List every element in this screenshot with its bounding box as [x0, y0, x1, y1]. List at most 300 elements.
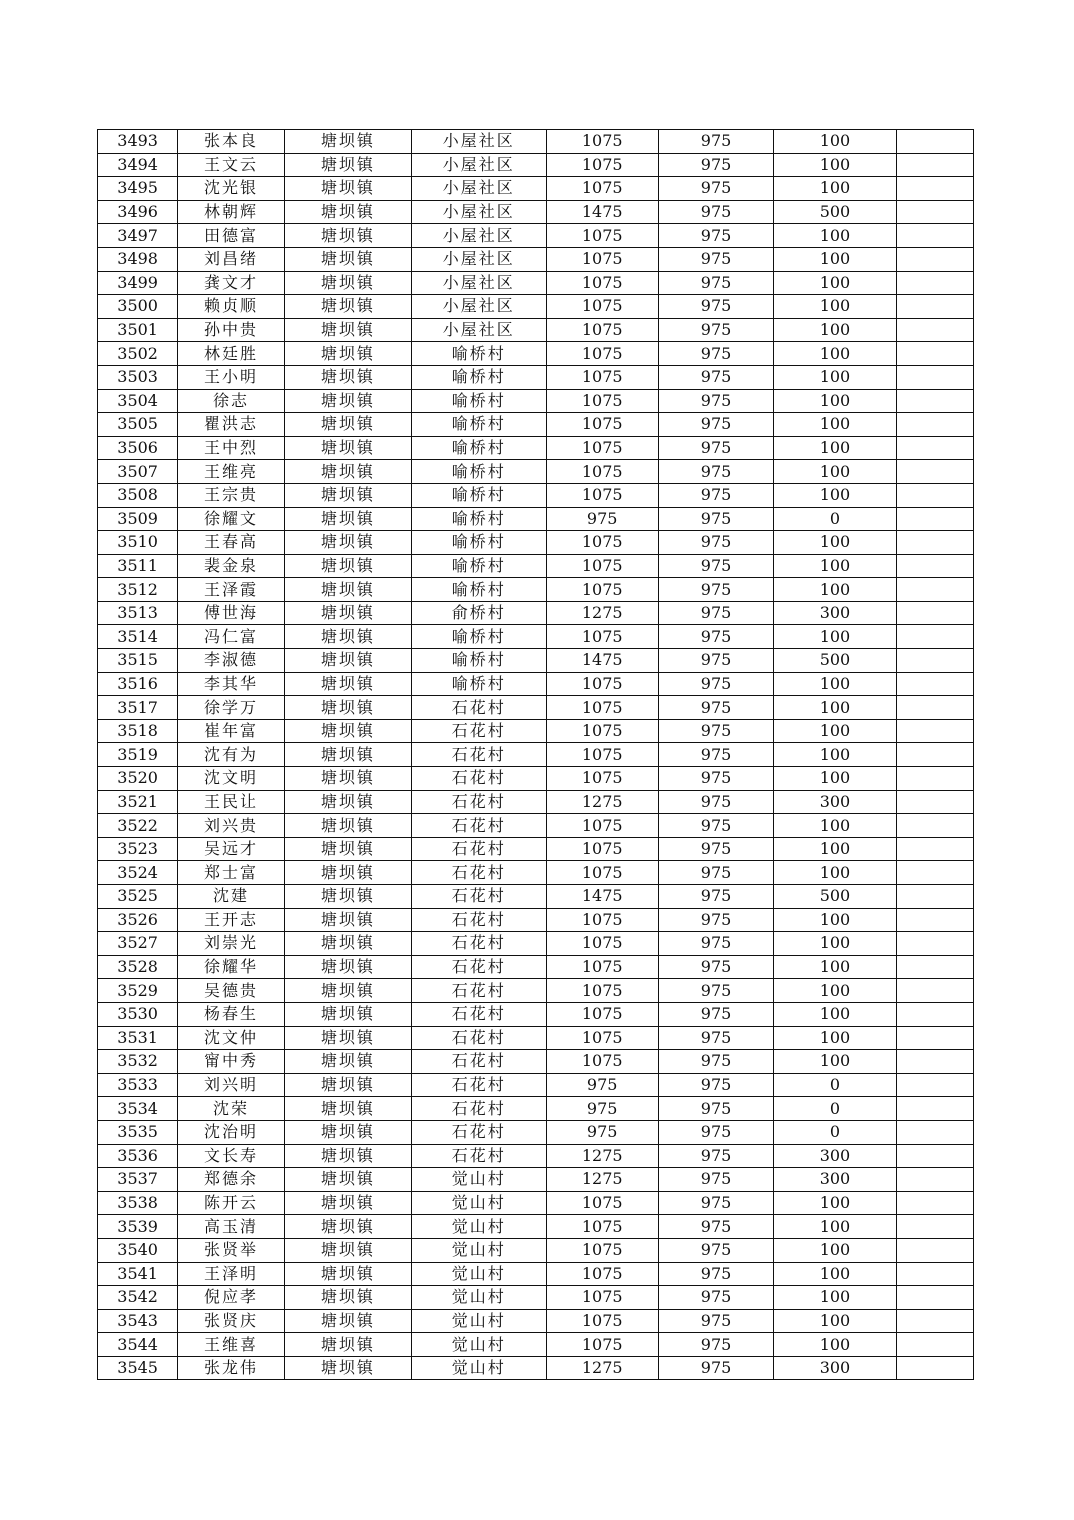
village-cell: 石花村	[412, 719, 546, 743]
name-cell: 沈有为	[178, 743, 284, 767]
table-row	[98, 365, 974, 389]
village-cell: 小屋社区	[412, 224, 546, 248]
table-row	[98, 413, 974, 437]
name-cell: 王小明	[178, 365, 284, 389]
amount-total-cell: 1075	[546, 247, 658, 271]
amount-total-cell: 1075	[546, 908, 658, 932]
name-cell: 吴远才	[178, 837, 284, 861]
town-cell: 塘坝镇	[284, 1356, 411, 1380]
table-row	[98, 1333, 974, 1357]
table-row	[98, 1215, 974, 1239]
amount-total-cell: 1075	[546, 1262, 658, 1286]
amount-difference-cell: 300	[774, 1168, 896, 1192]
town-cell: 塘坝镇	[284, 625, 411, 649]
serial-number-cell: 3498	[98, 247, 178, 271]
remarks-cell	[896, 814, 973, 838]
serial-number-cell: 3526	[98, 908, 178, 932]
amount-difference-cell: 100	[774, 979, 896, 1003]
town-cell: 塘坝镇	[284, 1333, 411, 1357]
town-cell: 塘坝镇	[284, 318, 411, 342]
table-row	[98, 483, 974, 507]
name-cell: 王开志	[178, 908, 284, 932]
town-cell: 塘坝镇	[284, 601, 411, 625]
village-cell: 喻桥村	[412, 649, 546, 673]
amount-difference-cell: 100	[774, 413, 896, 437]
amount-base-cell: 975	[658, 365, 773, 389]
amount-base-cell: 975	[658, 837, 773, 861]
village-cell: 石花村	[412, 1050, 546, 1074]
remarks-cell	[896, 1191, 973, 1215]
amount-total-cell: 1075	[546, 1050, 658, 1074]
name-cell: 沈文仲	[178, 1026, 284, 1050]
amount-base-cell: 975	[658, 389, 773, 413]
amount-difference-cell: 100	[774, 1191, 896, 1215]
amount-base-cell: 975	[658, 177, 773, 201]
town-cell: 塘坝镇	[284, 837, 411, 861]
amount-total-cell: 1075	[546, 1238, 658, 1262]
serial-number-cell: 3513	[98, 601, 178, 625]
serial-number-cell: 3527	[98, 932, 178, 956]
name-cell: 林廷胜	[178, 342, 284, 366]
table-row	[98, 1309, 974, 1333]
amount-total-cell: 1075	[546, 1026, 658, 1050]
amount-base-cell: 975	[658, 507, 773, 531]
village-cell: 石花村	[412, 908, 546, 932]
remarks-cell	[896, 955, 973, 979]
amount-difference-cell: 100	[774, 625, 896, 649]
village-cell: 石花村	[412, 1120, 546, 1144]
village-cell: 喻桥村	[412, 672, 546, 696]
remarks-cell	[896, 507, 973, 531]
serial-number-cell: 3510	[98, 531, 178, 555]
town-cell: 塘坝镇	[284, 908, 411, 932]
village-cell: 石花村	[412, 696, 546, 720]
amount-difference-cell: 100	[774, 837, 896, 861]
amount-difference-cell: 100	[774, 578, 896, 602]
serial-number-cell: 3494	[98, 153, 178, 177]
amount-total-cell: 1075	[546, 295, 658, 319]
remarks-cell	[896, 1286, 973, 1310]
table-row	[98, 1286, 974, 1310]
amount-base-cell: 975	[658, 696, 773, 720]
table-row	[98, 743, 974, 767]
amount-total-cell: 1075	[546, 130, 658, 154]
records-table	[97, 129, 974, 1380]
amount-difference-cell: 100	[774, 1238, 896, 1262]
village-cell: 喻桥村	[412, 365, 546, 389]
town-cell: 塘坝镇	[284, 389, 411, 413]
table-row	[98, 342, 974, 366]
amount-difference-cell: 100	[774, 1026, 896, 1050]
town-cell: 塘坝镇	[284, 365, 411, 389]
serial-number-cell: 3496	[98, 200, 178, 224]
amount-total-cell: 1075	[546, 979, 658, 1003]
table-row	[98, 1262, 974, 1286]
remarks-cell	[896, 554, 973, 578]
town-cell: 塘坝镇	[284, 1026, 411, 1050]
amount-total-cell: 1075	[546, 672, 658, 696]
amount-total-cell: 1075	[546, 342, 658, 366]
name-cell: 甯中秀	[178, 1050, 284, 1074]
table-row	[98, 554, 974, 578]
town-cell: 塘坝镇	[284, 177, 411, 201]
village-cell: 石花村	[412, 1073, 546, 1097]
table-row	[98, 979, 974, 1003]
remarks-cell	[896, 1120, 973, 1144]
amount-base-cell: 975	[658, 1168, 773, 1192]
name-cell: 王宗贵	[178, 483, 284, 507]
amount-difference-cell: 0	[774, 1097, 896, 1121]
town-cell: 塘坝镇	[284, 885, 411, 909]
name-cell: 徐耀华	[178, 955, 284, 979]
serial-number-cell: 3537	[98, 1168, 178, 1192]
name-cell: 杨春生	[178, 1002, 284, 1026]
name-cell: 郑士富	[178, 861, 284, 885]
amount-difference-cell: 100	[774, 1002, 896, 1026]
town-cell: 塘坝镇	[284, 955, 411, 979]
amount-total-cell: 1075	[546, 837, 658, 861]
town-cell: 塘坝镇	[284, 1120, 411, 1144]
serial-number-cell: 3493	[98, 130, 178, 154]
table-row	[98, 271, 974, 295]
remarks-cell	[896, 247, 973, 271]
name-cell: 刘崇光	[178, 932, 284, 956]
amount-difference-cell: 100	[774, 1215, 896, 1239]
amount-base-cell: 975	[658, 318, 773, 342]
name-cell: 刘兴明	[178, 1073, 284, 1097]
amount-difference-cell: 100	[774, 1262, 896, 1286]
amount-difference-cell: 100	[774, 318, 896, 342]
village-cell: 觉山村	[412, 1309, 546, 1333]
amount-base-cell: 975	[658, 1309, 773, 1333]
amount-difference-cell: 300	[774, 601, 896, 625]
village-cell: 石花村	[412, 1144, 546, 1168]
remarks-cell	[896, 1262, 973, 1286]
amount-difference-cell: 100	[774, 672, 896, 696]
village-cell: 觉山村	[412, 1191, 546, 1215]
village-cell: 喻桥村	[412, 483, 546, 507]
village-cell: 小屋社区	[412, 153, 546, 177]
remarks-cell	[896, 790, 973, 814]
amount-difference-cell: 300	[774, 1144, 896, 1168]
village-cell: 石花村	[412, 1097, 546, 1121]
village-cell: 石花村	[412, 837, 546, 861]
remarks-cell	[896, 1215, 973, 1239]
town-cell: 塘坝镇	[284, 460, 411, 484]
serial-number-cell: 3544	[98, 1333, 178, 1357]
amount-base-cell: 975	[658, 814, 773, 838]
amount-total-cell: 1075	[546, 389, 658, 413]
town-cell: 塘坝镇	[284, 200, 411, 224]
village-cell: 小屋社区	[412, 200, 546, 224]
amount-difference-cell: 0	[774, 1073, 896, 1097]
amount-base-cell: 975	[658, 601, 773, 625]
table-row	[98, 625, 974, 649]
amount-base-cell: 975	[658, 130, 773, 154]
serial-number-cell: 3518	[98, 719, 178, 743]
village-cell: 喻桥村	[412, 342, 546, 366]
serial-number-cell: 3509	[98, 507, 178, 531]
town-cell: 塘坝镇	[284, 295, 411, 319]
town-cell: 塘坝镇	[284, 743, 411, 767]
name-cell: 裴金泉	[178, 554, 284, 578]
remarks-cell	[896, 979, 973, 1003]
serial-number-cell: 3525	[98, 885, 178, 909]
name-cell: 刘兴贵	[178, 814, 284, 838]
data-sheet	[97, 129, 974, 1380]
table-row	[98, 649, 974, 673]
amount-difference-cell: 0	[774, 1120, 896, 1144]
amount-base-cell: 975	[658, 1120, 773, 1144]
remarks-cell	[896, 908, 973, 932]
table-row	[98, 672, 974, 696]
serial-number-cell: 3521	[98, 790, 178, 814]
table-row	[98, 1191, 974, 1215]
name-cell: 王泽明	[178, 1262, 284, 1286]
town-cell: 塘坝镇	[284, 224, 411, 248]
amount-total-cell: 1275	[546, 1168, 658, 1192]
town-cell: 塘坝镇	[284, 271, 411, 295]
amount-base-cell: 975	[658, 483, 773, 507]
village-cell: 觉山村	[412, 1238, 546, 1262]
remarks-cell	[896, 436, 973, 460]
name-cell: 林朝辉	[178, 200, 284, 224]
serial-number-cell: 3534	[98, 1097, 178, 1121]
village-cell: 小屋社区	[412, 318, 546, 342]
amount-base-cell: 975	[658, 649, 773, 673]
name-cell: 王文云	[178, 153, 284, 177]
serial-number-cell: 3538	[98, 1191, 178, 1215]
amount-base-cell: 975	[658, 1050, 773, 1074]
table-row	[98, 507, 974, 531]
town-cell: 塘坝镇	[284, 507, 411, 531]
village-cell: 石花村	[412, 955, 546, 979]
village-cell: 喻桥村	[412, 413, 546, 437]
amount-difference-cell: 100	[774, 719, 896, 743]
amount-total-cell: 1075	[546, 814, 658, 838]
name-cell: 王维喜	[178, 1333, 284, 1357]
serial-number-cell: 3514	[98, 625, 178, 649]
amount-difference-cell: 0	[774, 507, 896, 531]
table-row	[98, 1120, 974, 1144]
remarks-cell	[896, 153, 973, 177]
remarks-cell	[896, 1168, 973, 1192]
remarks-cell	[896, 601, 973, 625]
table-row	[98, 1050, 974, 1074]
town-cell: 塘坝镇	[284, 767, 411, 791]
serial-number-cell: 3535	[98, 1120, 178, 1144]
town-cell: 塘坝镇	[284, 979, 411, 1003]
remarks-cell	[896, 1309, 973, 1333]
remarks-cell	[896, 318, 973, 342]
amount-base-cell: 975	[658, 1144, 773, 1168]
amount-base-cell: 975	[658, 1073, 773, 1097]
name-cell: 文长寿	[178, 1144, 284, 1168]
town-cell: 塘坝镇	[284, 1262, 411, 1286]
serial-number-cell: 3519	[98, 743, 178, 767]
town-cell: 塘坝镇	[284, 531, 411, 555]
amount-base-cell: 975	[658, 767, 773, 791]
serial-number-cell: 3545	[98, 1356, 178, 1380]
town-cell: 塘坝镇	[284, 1238, 411, 1262]
serial-number-cell: 3500	[98, 295, 178, 319]
serial-number-cell: 3522	[98, 814, 178, 838]
amount-difference-cell: 100	[774, 861, 896, 885]
remarks-cell	[896, 1238, 973, 1262]
village-cell: 喻桥村	[412, 436, 546, 460]
serial-number-cell: 3539	[98, 1215, 178, 1239]
amount-total-cell: 1075	[546, 1215, 658, 1239]
table-row	[98, 1168, 974, 1192]
amount-total-cell: 1075	[546, 932, 658, 956]
amount-base-cell: 975	[658, 1356, 773, 1380]
town-cell: 塘坝镇	[284, 1215, 411, 1239]
remarks-cell	[896, 130, 973, 154]
table-row	[98, 247, 974, 271]
serial-number-cell: 3540	[98, 1238, 178, 1262]
village-cell: 小屋社区	[412, 247, 546, 271]
village-cell: 小屋社区	[412, 271, 546, 295]
amount-difference-cell: 100	[774, 389, 896, 413]
town-cell: 塘坝镇	[284, 1191, 411, 1215]
name-cell: 高玉清	[178, 1215, 284, 1239]
remarks-cell	[896, 1073, 973, 1097]
remarks-cell	[896, 719, 973, 743]
amount-total-cell: 975	[546, 1120, 658, 1144]
table-row	[98, 389, 974, 413]
amount-difference-cell: 500	[774, 200, 896, 224]
town-cell: 塘坝镇	[284, 1168, 411, 1192]
name-cell: 沈荣	[178, 1097, 284, 1121]
table-row	[98, 531, 974, 555]
table-row	[98, 719, 974, 743]
amount-base-cell: 975	[658, 342, 773, 366]
amount-base-cell: 975	[658, 885, 773, 909]
amount-base-cell: 975	[658, 908, 773, 932]
remarks-cell	[896, 177, 973, 201]
amount-base-cell: 975	[658, 224, 773, 248]
town-cell: 塘坝镇	[284, 1286, 411, 1310]
amount-base-cell: 975	[658, 932, 773, 956]
town-cell: 塘坝镇	[284, 790, 411, 814]
remarks-cell	[896, 342, 973, 366]
amount-total-cell: 1275	[546, 1144, 658, 1168]
remarks-cell	[896, 578, 973, 602]
amount-base-cell: 975	[658, 719, 773, 743]
village-cell: 觉山村	[412, 1356, 546, 1380]
name-cell: 冯仁富	[178, 625, 284, 649]
village-cell: 石花村	[412, 885, 546, 909]
amount-total-cell: 1075	[546, 177, 658, 201]
amount-base-cell: 975	[658, 200, 773, 224]
name-cell: 徐学万	[178, 696, 284, 720]
serial-number-cell: 3520	[98, 767, 178, 791]
serial-number-cell: 3543	[98, 1309, 178, 1333]
amount-difference-cell: 100	[774, 247, 896, 271]
amount-total-cell: 1075	[546, 460, 658, 484]
serial-number-cell: 3507	[98, 460, 178, 484]
amount-base-cell: 975	[658, 955, 773, 979]
serial-number-cell: 3497	[98, 224, 178, 248]
amount-difference-cell: 100	[774, 743, 896, 767]
table-row	[98, 790, 974, 814]
name-cell: 徐志	[178, 389, 284, 413]
name-cell: 张本良	[178, 130, 284, 154]
amount-total-cell: 1075	[546, 861, 658, 885]
amount-difference-cell: 100	[774, 153, 896, 177]
table-row	[98, 436, 974, 460]
amount-total-cell: 1075	[546, 365, 658, 389]
amount-total-cell: 1075	[546, 578, 658, 602]
table-row	[98, 130, 974, 154]
amount-total-cell: 1075	[546, 531, 658, 555]
table-row	[98, 908, 974, 932]
village-cell: 喻桥村	[412, 460, 546, 484]
table-row	[98, 1073, 974, 1097]
name-cell: 徐耀文	[178, 507, 284, 531]
name-cell: 刘昌绪	[178, 247, 284, 271]
town-cell: 塘坝镇	[284, 861, 411, 885]
amount-difference-cell: 100	[774, 271, 896, 295]
village-cell: 觉山村	[412, 1286, 546, 1310]
serial-number-cell: 3529	[98, 979, 178, 1003]
amount-difference-cell: 100	[774, 1286, 896, 1310]
table-row	[98, 696, 974, 720]
town-cell: 塘坝镇	[284, 649, 411, 673]
remarks-cell	[896, 531, 973, 555]
name-cell: 沈建	[178, 885, 284, 909]
name-cell: 孙中贵	[178, 318, 284, 342]
serial-number-cell: 3533	[98, 1073, 178, 1097]
remarks-cell	[896, 1144, 973, 1168]
name-cell: 陈开云	[178, 1191, 284, 1215]
village-cell: 喻桥村	[412, 578, 546, 602]
amount-total-cell: 1075	[546, 1286, 658, 1310]
amount-total-cell: 1075	[546, 1309, 658, 1333]
town-cell: 塘坝镇	[284, 1309, 411, 1333]
village-cell: 石花村	[412, 767, 546, 791]
amount-total-cell: 1475	[546, 649, 658, 673]
serial-number-cell: 3506	[98, 436, 178, 460]
amount-base-cell: 975	[658, 1002, 773, 1026]
remarks-cell	[896, 625, 973, 649]
town-cell: 塘坝镇	[284, 1144, 411, 1168]
serial-number-cell: 3536	[98, 1144, 178, 1168]
village-cell: 石花村	[412, 1002, 546, 1026]
serial-number-cell: 3501	[98, 318, 178, 342]
name-cell: 傅世海	[178, 601, 284, 625]
serial-number-cell: 3532	[98, 1050, 178, 1074]
table-row	[98, 200, 974, 224]
serial-number-cell: 3523	[98, 837, 178, 861]
remarks-cell	[896, 483, 973, 507]
serial-number-cell: 3531	[98, 1026, 178, 1050]
town-cell: 塘坝镇	[284, 247, 411, 271]
serial-number-cell: 3505	[98, 413, 178, 437]
name-cell: 王维亮	[178, 460, 284, 484]
village-cell: 小屋社区	[412, 130, 546, 154]
town-cell: 塘坝镇	[284, 1073, 411, 1097]
amount-difference-cell: 100	[774, 177, 896, 201]
amount-total-cell: 1075	[546, 743, 658, 767]
serial-number-cell: 3515	[98, 649, 178, 673]
amount-difference-cell: 100	[774, 955, 896, 979]
amount-difference-cell: 100	[774, 436, 896, 460]
amount-base-cell: 975	[658, 672, 773, 696]
table-row	[98, 932, 974, 956]
amount-base-cell: 975	[658, 247, 773, 271]
amount-total-cell: 1275	[546, 601, 658, 625]
